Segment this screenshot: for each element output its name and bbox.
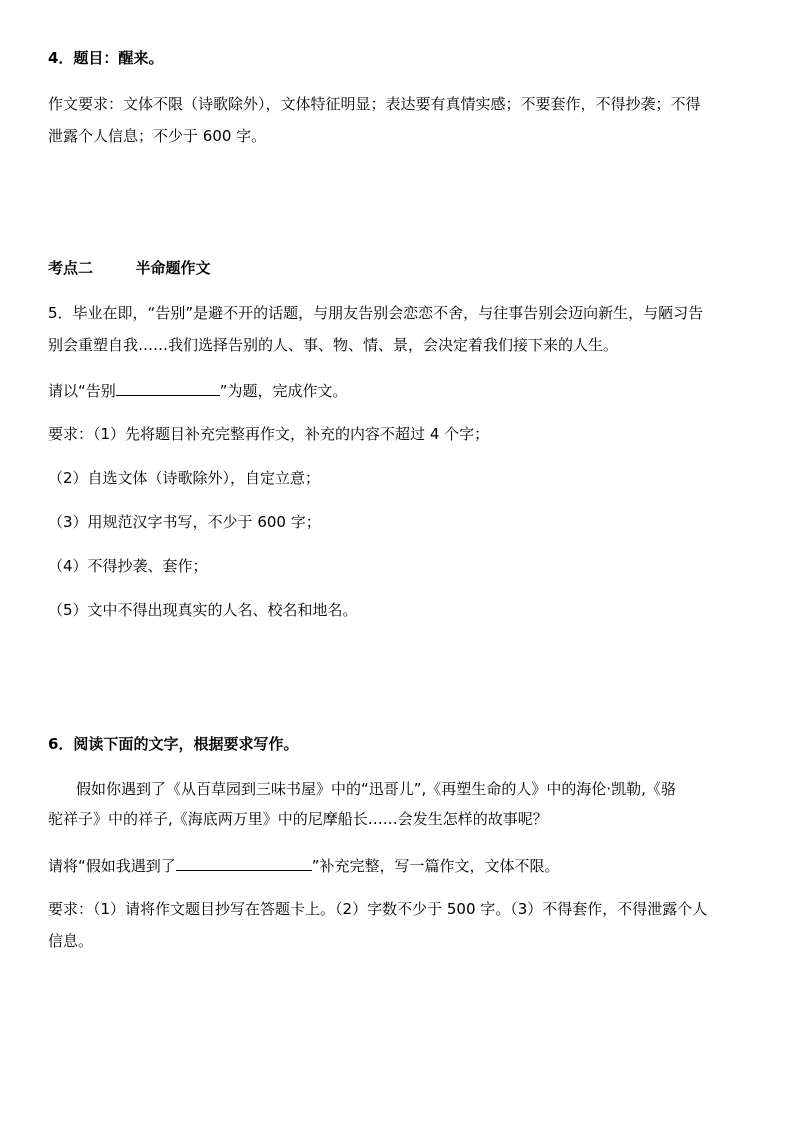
q5-requirement-1: 要求：（1）先将题目补充完整再作文，补充的内容不超过 4 个字； <box>48 425 490 443</box>
q5-line2: 别会重塑自我……我们选择告别的人、事、物、情、景，会决定着我们接下来的人生。 <box>48 336 619 354</box>
section2-label: 考点二 <box>48 259 94 277</box>
section2-heading <box>48 258 748 278</box>
q6-prompt <box>48 854 748 876</box>
q5-line1 <box>48 303 748 323</box>
q5-requirement-2: （2）自选文体（诗歌除外），自定立意； <box>48 469 321 487</box>
q5-requirement-4: （4）不得抄袭、套作； <box>48 557 208 575</box>
q5-prompt-after: ”为题，完成作文。 <box>219 382 348 400</box>
q6-prompt-before: 请将“假如我遇到了 <box>48 857 176 875</box>
q6-requirement-line1: 要求：（1）请将作文题目抄写在答题卡上。（2）字数不少于 500 字。（3）不得套作，不得泄露个人 <box>48 900 708 918</box>
q4-requirement-line1: 作文要求：文体不限（诗歌除外），文体特征明显；表达要有真情实感；不要套作，不得抄袭；不得 <box>48 95 701 113</box>
q6-title-blank <box>176 854 312 871</box>
q6-title: 6．阅读下面的文字，根据要求写作。 <box>48 735 299 753</box>
q5-line1-text: 5．毕业在即，“告别”是避不开的话题，与朋友告别会恋恋不舍，与往事告别会迈向新生，与陋习告 <box>48 304 704 322</box>
q6-paragraph-line2: 驼祥子》中的祥子,《海底两万里》中的尼摩船长……会发生怎样的故事呢？ <box>48 810 548 828</box>
q4-title: 4．题目：醒来。 <box>48 49 164 67</box>
q5-requirement-5: （5）文中不得出现真实的人名、校名和地名。 <box>48 601 358 619</box>
q5-prompt-before: 请以“告别 <box>48 382 116 400</box>
q6-paragraph-line1: 假如你遇到了《从百草园到三味书屋》中的“迅哥儿”,《再塑生命的人》中的海伦·凯勒,《骆 <box>76 780 676 798</box>
q4-requirement-line2: 泄露个人信息；不少于 600 字。 <box>48 127 267 145</box>
q5-requirement-3: （3）用规范汉字书写，不少于 600 字； <box>48 513 321 531</box>
q5-title-blank <box>116 379 220 396</box>
section2-title: 半命题作文 <box>135 259 211 277</box>
q6-prompt-after: ”补充完整，写一篇作文，文体不限。 <box>311 857 560 875</box>
q5-prompt <box>48 379 748 401</box>
q6-requirement-line2: 信息。 <box>48 932 94 950</box>
